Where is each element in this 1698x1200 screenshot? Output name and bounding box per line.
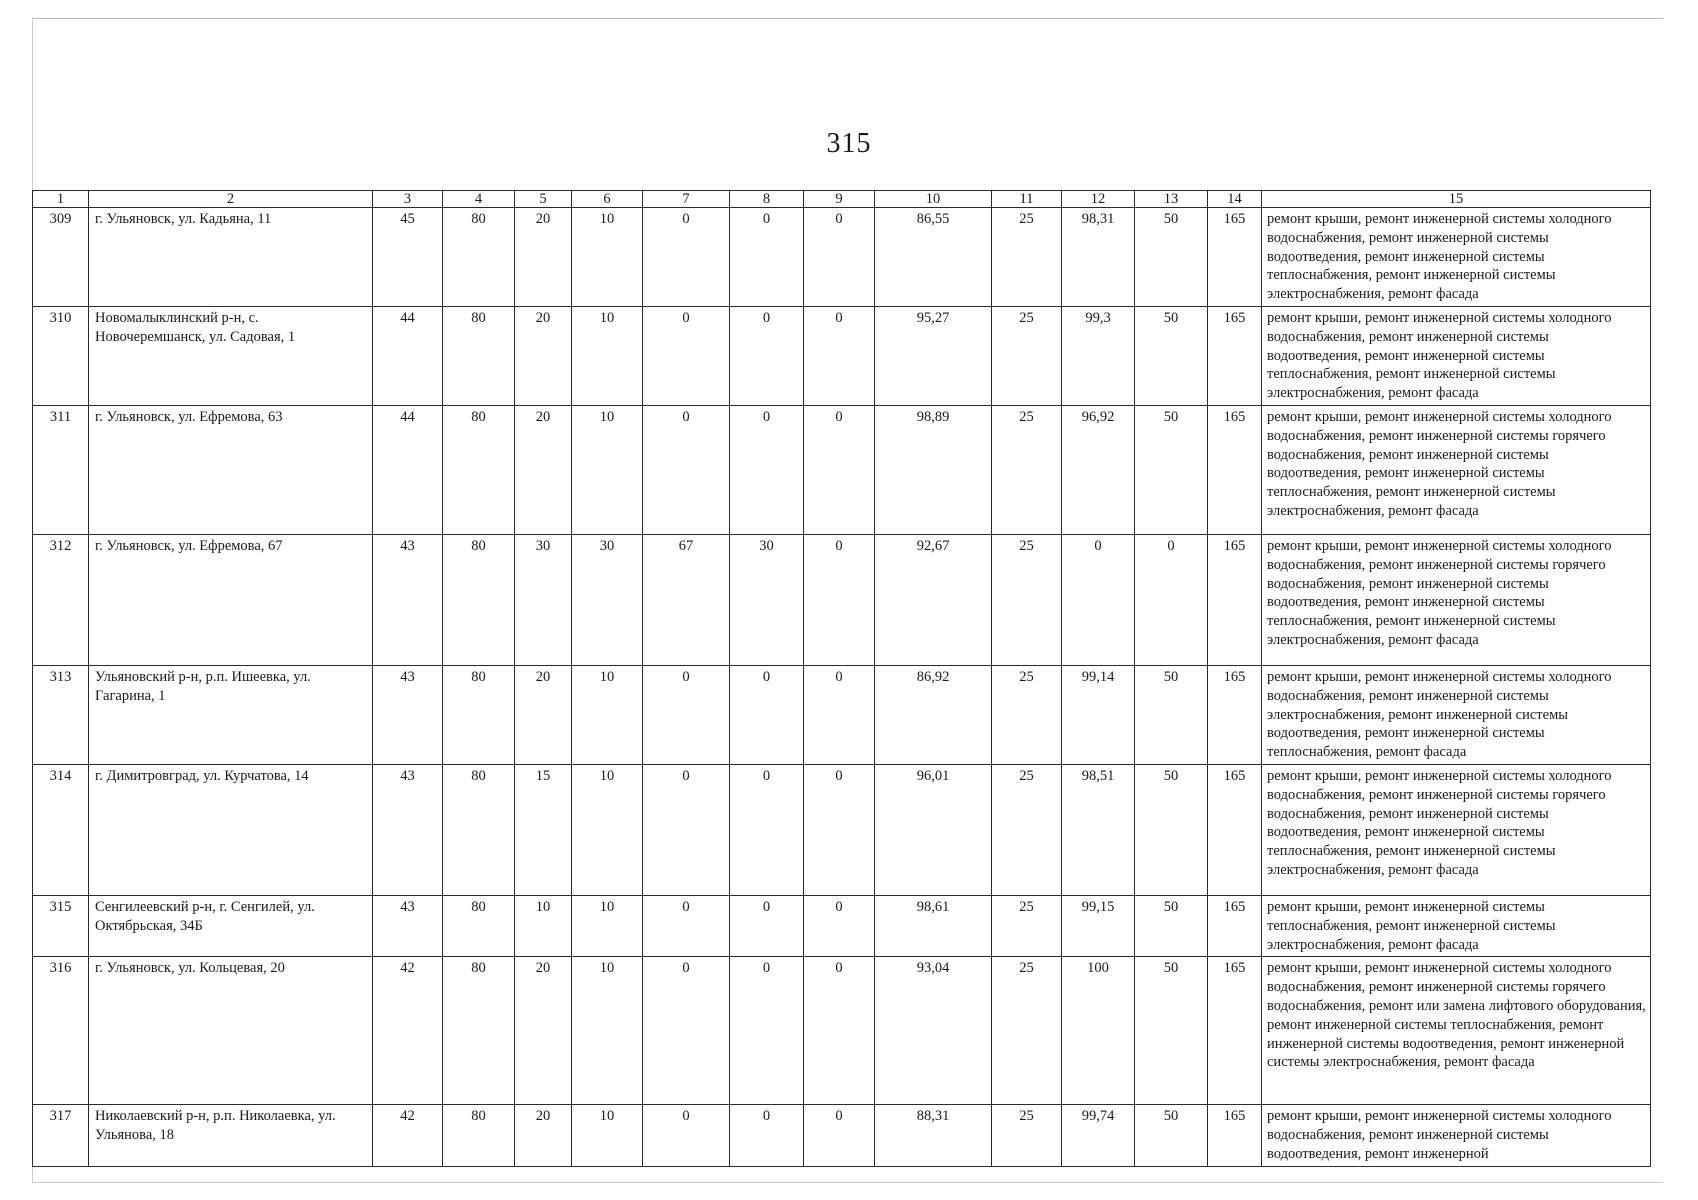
value-cell-col-11: 25 [992,208,1062,307]
works-list-cell: ремонт крыши, ремонт инженерной системы холодного водоснабжения, ремонт инженерной системы горячего водоснабжения, ремонт инженерной системы водоотведения, ремонт инженерной системы теплоснабжения, ремонт инженерной системы электроснабжения, ремонт фасада [1262,764,1651,895]
value-cell-col-14: 165 [1208,405,1262,534]
value-cell-col-4: 80 [443,534,515,665]
row-number-cell: 316 [33,957,89,1105]
column-header-2: 2 [89,191,373,208]
value-cell-col-8: 0 [730,957,804,1105]
works-list-cell: ремонт крыши, ремонт инженерной системы холодного водоснабжения, ремонт инженерной системы горячего водоснабжения, ремонт инженерной системы водоотведения, ремонт инженерной системы теплоснабжения, ремонт инженерной системы электроснабжения, ремонт фасада [1262,405,1651,534]
value-cell-col-14: 165 [1208,306,1262,405]
column-header-3: 3 [373,191,443,208]
row-number-cell: 310 [33,306,89,405]
value-cell-col-4: 80 [443,665,515,764]
value-cell-col-5: 20 [515,957,572,1105]
value-cell-col-8: 0 [730,306,804,405]
value-cell-col-6: 10 [572,665,643,764]
value-cell-col-13: 50 [1135,208,1208,307]
address-cell: Новомалыклинский р-н, с. Новочеремшанск, ул. Садовая, 1 [89,306,373,405]
value-cell-col-14: 165 [1208,208,1262,307]
value-cell-col-7: 67 [643,534,730,665]
value-cell-col-7: 0 [643,957,730,1105]
value-cell-col-12: 99,74 [1062,1105,1135,1166]
value-cell-col-9: 0 [804,895,875,956]
value-cell-col-13: 50 [1135,764,1208,895]
value-cell-col-14: 165 [1208,957,1262,1105]
works-list-cell: ремонт крыши, ремонт инженерной системы холодного водоснабжения, ремонт инженерной системы водоотведения, ремонт инженерной системы теплоснабжения, ремонт инженерной системы электроснабжения, ремонт фасада [1262,306,1651,405]
table-row [33,895,1651,956]
table-row [33,764,1651,895]
value-cell-col-13: 50 [1135,1105,1208,1166]
value-cell-col-7: 0 [643,764,730,895]
value-cell-col-8: 30 [730,534,804,665]
value-cell-col-13: 50 [1135,895,1208,956]
column-header-5: 5 [515,191,572,208]
value-cell-col-9: 0 [804,306,875,405]
value-cell-col-6: 10 [572,306,643,405]
value-cell-col-9: 0 [804,405,875,534]
value-cell-col-11: 25 [992,895,1062,956]
value-cell-col-6: 10 [572,895,643,956]
column-header-15: 15 [1262,191,1651,208]
value-cell-col-4: 80 [443,1105,515,1166]
column-header-7: 7 [643,191,730,208]
row-number-cell: 313 [33,665,89,764]
value-cell-col-9: 0 [804,1105,875,1166]
value-cell-col-3: 44 [373,306,443,405]
column-header-12: 12 [1062,191,1135,208]
value-cell-col-10: 92,67 [875,534,992,665]
value-cell-col-11: 25 [992,957,1062,1105]
value-cell-col-12: 99,14 [1062,665,1135,764]
value-cell-col-11: 25 [992,1105,1062,1166]
address-cell: Сенгилеевский р-н, г. Сенгилей, ул. Октябрьская, 34Б [89,895,373,956]
value-cell-col-6: 10 [572,405,643,534]
value-cell-col-11: 25 [992,534,1062,665]
works-list-cell: ремонт крыши, ремонт инженерной системы холодного водоснабжения, ремонт инженерной системы водоотведения, ремонт инженерной системы теплоснабжения, ремонт инженерной системы электроснабжения, ремонт фасада [1262,208,1651,307]
value-cell-col-7: 0 [643,405,730,534]
value-cell-col-10: 93,04 [875,957,992,1105]
value-cell-col-3: 43 [373,534,443,665]
value-cell-col-3: 45 [373,208,443,307]
table-row [33,208,1651,307]
value-cell-col-10: 98,61 [875,895,992,956]
table-body [33,208,1651,1167]
column-header-6: 6 [572,191,643,208]
column-header-8: 8 [730,191,804,208]
table-row [33,1105,1651,1166]
value-cell-col-4: 80 [443,306,515,405]
address-cell: г. Ульяновск, ул. Ефремова, 67 [89,534,373,665]
page-number: 315 [826,128,872,159]
value-cell-col-8: 0 [730,764,804,895]
value-cell-col-13: 50 [1135,306,1208,405]
works-list-cell: ремонт крыши, ремонт инженерной системы теплоснабжения, ремонт инженерной системы электроснабжения, ремонт фасада [1262,895,1651,956]
column-header-14: 14 [1208,191,1262,208]
value-cell-col-10: 98,89 [875,405,992,534]
value-cell-col-6: 10 [572,957,643,1105]
address-cell: г. Димитровград, ул. Курчатова, 14 [89,764,373,895]
value-cell-col-4: 80 [443,764,515,895]
value-cell-col-10: 95,27 [875,306,992,405]
value-cell-col-6: 30 [572,534,643,665]
value-cell-col-5: 30 [515,534,572,665]
value-cell-col-4: 80 [443,208,515,307]
value-cell-col-5: 20 [515,1105,572,1166]
value-cell-col-5: 10 [515,895,572,956]
value-cell-col-10: 88,31 [875,1105,992,1166]
value-cell-col-5: 15 [515,764,572,895]
value-cell-col-13: 50 [1135,665,1208,764]
value-cell-col-8: 0 [730,895,804,956]
value-cell-col-9: 0 [804,665,875,764]
value-cell-col-7: 0 [643,208,730,307]
value-cell-col-10: 86,92 [875,665,992,764]
value-cell-col-3: 43 [373,665,443,764]
value-cell-col-5: 20 [515,405,572,534]
value-cell-col-8: 0 [730,405,804,534]
row-number-cell: 309 [33,208,89,307]
value-cell-col-5: 20 [515,208,572,307]
column-header-10: 10 [875,191,992,208]
row-number-cell: 312 [33,534,89,665]
address-cell: Николаевский р-н, р.п. Николаевка, ул. Ульянова, 18 [89,1105,373,1166]
value-cell-col-7: 0 [643,306,730,405]
value-cell-col-10: 96,01 [875,764,992,895]
value-cell-col-14: 165 [1208,895,1262,956]
column-header-4: 4 [443,191,515,208]
address-cell: г. Ульяновск, ул. Кольцевая, 20 [89,957,373,1105]
table-row [33,957,1651,1105]
value-cell-col-7: 0 [643,665,730,764]
table-row [33,405,1651,534]
value-cell-col-12: 98,31 [1062,208,1135,307]
value-cell-col-13: 50 [1135,957,1208,1105]
works-list-cell: ремонт крыши, ремонт инженерной системы холодного водоснабжения, ремонт инженерной системы водоотведения, ремонт инженерной [1262,1105,1651,1166]
row-number-cell: 317 [33,1105,89,1166]
column-header-11: 11 [992,191,1062,208]
value-cell-col-7: 0 [643,1105,730,1166]
value-cell-col-5: 20 [515,665,572,764]
value-cell-col-3: 43 [373,764,443,895]
row-number-cell: 311 [33,405,89,534]
value-cell-col-11: 25 [992,764,1062,895]
value-cell-col-3: 42 [373,957,443,1105]
table-row [33,534,1651,665]
value-cell-col-6: 10 [572,208,643,307]
value-cell-col-4: 80 [443,957,515,1105]
value-cell-col-12: 98,51 [1062,764,1135,895]
value-cell-col-10: 86,55 [875,208,992,307]
value-cell-col-12: 99,3 [1062,306,1135,405]
address-cell: г. Ульяновск, ул. Ефремова, 63 [89,405,373,534]
row-number-cell: 315 [33,895,89,956]
value-cell-col-8: 0 [730,208,804,307]
value-cell-col-8: 0 [730,665,804,764]
header-row [33,191,1651,208]
row-number-cell: 314 [33,764,89,895]
value-cell-col-12: 96,92 [1062,405,1135,534]
value-cell-col-8: 0 [730,1105,804,1166]
value-cell-col-6: 10 [572,764,643,895]
value-cell-col-7: 0 [643,895,730,956]
address-cell: г. Ульяновск, ул. Кадьяна, 11 [89,208,373,307]
value-cell-col-9: 0 [804,957,875,1105]
column-header-9: 9 [804,191,875,208]
value-cell-col-4: 80 [443,895,515,956]
value-cell-col-11: 25 [992,306,1062,405]
column-header-1: 1 [33,191,89,208]
value-cell-col-5: 20 [515,306,572,405]
table-row [33,306,1651,405]
value-cell-col-13: 0 [1135,534,1208,665]
value-cell-col-4: 80 [443,405,515,534]
value-cell-col-11: 25 [992,665,1062,764]
value-cell-col-3: 44 [373,405,443,534]
value-cell-col-14: 165 [1208,665,1262,764]
value-cell-col-9: 0 [804,534,875,665]
value-cell-col-14: 165 [1208,764,1262,895]
value-cell-col-12: 100 [1062,957,1135,1105]
address-cell: Ульяновский р-н, р.п. Ишеевка, ул. Гагарина, 1 [89,665,373,764]
value-cell-col-3: 42 [373,1105,443,1166]
value-cell-col-14: 165 [1208,1105,1262,1166]
works-list-cell: ремонт крыши, ремонт инженерной системы холодного водоснабжения, ремонт инженерной системы электроснабжения, ремонт инженерной системы водоотведения, ремонт инженерной системы теплоснабжения, ремонт фасада [1262,665,1651,764]
value-cell-col-12: 99,15 [1062,895,1135,956]
value-cell-col-3: 43 [373,895,443,956]
value-cell-col-13: 50 [1135,405,1208,534]
works-list-cell: ремонт крыши, ремонт инженерной системы холодного водоснабжения, ремонт инженерной системы горячего водоснабжения, ремонт или замена лифтового оборудования, ремонт инженерной системы теплоснабжения, ремонт инженерной системы водоотведения, ремонт инженерной системы электроснабжения, ремонт фасада [1262,957,1651,1105]
table-row [33,665,1651,764]
value-cell-col-6: 10 [572,1105,643,1166]
repair-program-table [32,190,1651,1167]
value-cell-col-9: 0 [804,764,875,895]
value-cell-col-12: 0 [1062,534,1135,665]
column-header-13: 13 [1135,191,1208,208]
value-cell-col-11: 25 [992,405,1062,534]
value-cell-col-14: 165 [1208,534,1262,665]
value-cell-col-9: 0 [804,208,875,307]
works-list-cell: ремонт крыши, ремонт инженерной системы холодного водоснабжения, ремонт инженерной системы горячего водоснабжения, ремонт инженерной системы водоотведения, ремонт инженерной системы теплоснабжения, ремонт инженерной системы электроснабжения, ремонт фасада [1262,534,1651,665]
